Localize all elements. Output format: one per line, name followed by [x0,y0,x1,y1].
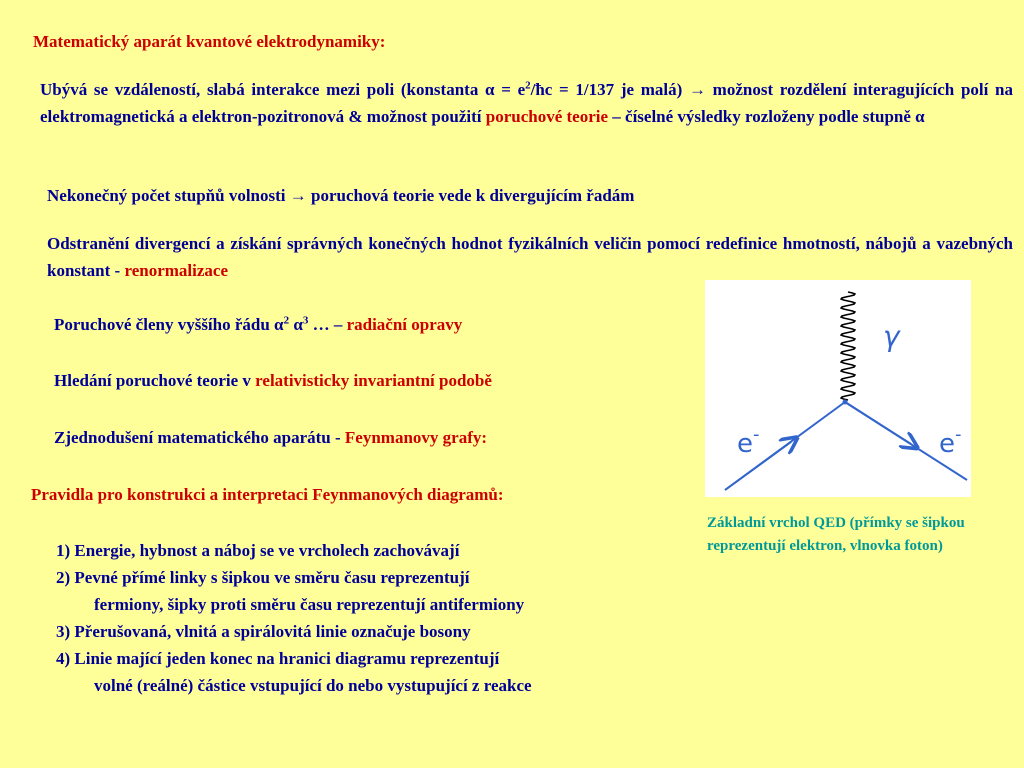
qed-vertex-svg [705,280,971,497]
feynman-graphs-term: Feynmanovy grafy: [344,428,488,447]
page-title: Matematický aparát kvantové elektrodynamiky: [33,32,386,51]
paragraph-radiative-corrections [54,311,462,338]
renormalization-term: renormalizace [124,261,228,280]
radiative-text-2: α [289,315,303,334]
qed-vertex-diagram [705,280,971,497]
electron-left-label: e- [737,424,760,459]
rule-4-continuation: volné (reálné) částice vstupující do nebo vystupující z reakce [94,676,532,695]
paragraph-renormalization-text: Odstranění divergencí a získání správných konečných hodnot fyzikálních veličin pomocí redefinice hmotností, nábojů a vazebných konstant - [47,234,1013,280]
exponent: 2 [525,79,531,92]
paragraph-perturbation-text-1: Ubývá se vzdáleností, slabá interakce mezi poli (konstanta α = e [40,80,526,99]
paragraph-feynman [54,424,487,451]
gamma-label: γ [883,320,900,353]
rule-1: 1) Energie, hybnost a náboj se ve vrcholech zachovávají [56,541,460,560]
incoming-electron-arrow [725,442,791,490]
rules-heading: Pravidla pro konstrukci a interpretaci Feynmanových diagramů: [31,485,504,504]
vertex-dot [843,400,848,405]
rules-list [56,537,532,699]
diagram-caption: Základní vrchol QED (přímky se šipkou reprezentují elektron, vlnovka foton) [707,515,965,554]
rule-2-continuation: fermiony, šipky proti směru času reprezentují antifermiony [94,595,525,614]
electron-right-label: e- [939,424,962,459]
paragraph-renormalization [47,230,1013,284]
radiative-text-3: … – [308,315,347,334]
radiative-text-1: Poruchové členy vyššího řádu α [54,315,284,334]
outgoing-electron-arrow [845,402,911,444]
paragraph-perturbation [40,76,1013,130]
radiative-corrections-term: radiační opravy [346,315,463,334]
relativistic-text: Hledání poruchové teorie v [54,371,256,390]
feynman-text: Zjednodušení matematického aparátu - [54,428,345,447]
paragraph-perturbation-text-3: – číselné výsledky rozloženy podle stupně α [608,107,925,126]
paragraph-divergence: Nekonečný počet stupňů volnosti → poruchová teorie vede k divergujícím řadám [47,186,635,205]
exponent: 3 [302,314,309,327]
photon-wavy-line [841,292,855,400]
rule-4: 4) Linie mající jeden konec na hranici diagramu reprezentují [56,649,500,668]
rule-2: 2) Pevné přímé linky s šipkou ve směru času reprezentují [56,568,470,587]
exponent: 2 [283,314,290,327]
rule-3: 3) Přerušovaná, vlnitá a spirálovitá linie označuje bosony [56,622,471,641]
relativistic-term: relativisticky invariantní podobě [255,371,492,390]
paragraph-relativistic [54,367,492,394]
paragraph-perturbation-text-2: /ħc = 1/137 je malá) → možnost rozdělení interagujících polí na elektromagnetická a elektron-pozitronová & možnost použití [40,80,1013,126]
perturbation-theory-term: poruchové teorie [485,107,609,126]
